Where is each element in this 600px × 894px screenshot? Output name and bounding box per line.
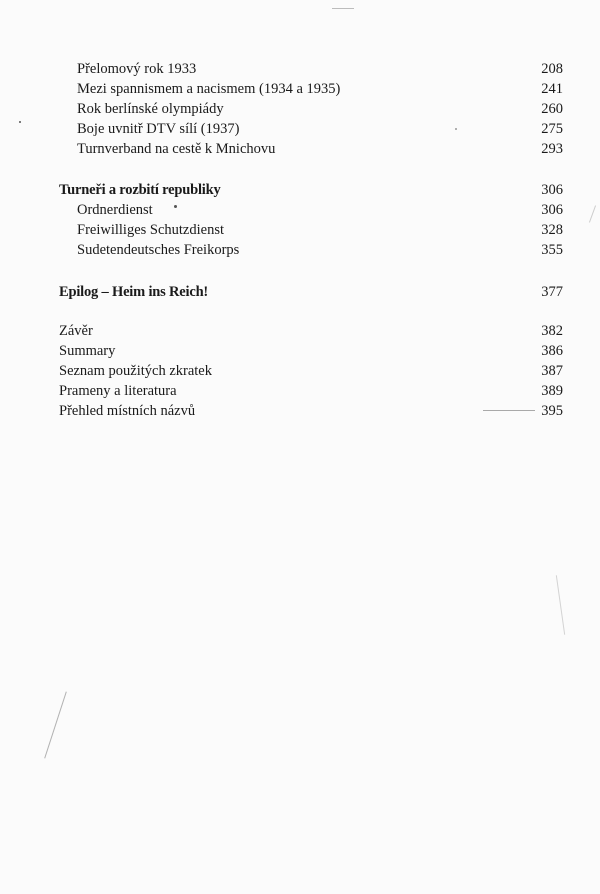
toc-entry [0, 381, 600, 401]
toc-entry-title: Ordnerdienst [77, 202, 153, 218]
toc-heading-title: Epilog – Heim ins Reich! [59, 284, 209, 300]
toc-entry-title: Prameny a literatura [59, 383, 177, 399]
toc-entry [0, 139, 600, 159]
toc-entry-page: 328 [541, 222, 563, 238]
toc-entry-page: 387 [541, 363, 563, 379]
toc-entry-title: Závěr [59, 323, 93, 339]
toc-entry [0, 99, 600, 119]
toc-entry [0, 361, 600, 381]
scan-speck [19, 121, 21, 123]
toc-entry [0, 401, 600, 421]
toc-heading-title: Turneři a rozbití republiky [59, 182, 221, 198]
toc-group-chapters [0, 59, 600, 159]
toc-entry-title: Přehled místních názvů [59, 403, 196, 419]
scan-line [44, 692, 67, 759]
scan-line [556, 575, 565, 635]
toc-entry [0, 341, 600, 361]
toc-entry-page: 275 [541, 121, 563, 137]
toc-entry-page: 293 [541, 141, 563, 157]
toc-entry-title: Summary [59, 343, 116, 359]
scan-speck [174, 205, 177, 208]
toc-entry-title: Boje uvnitř DTV sílí (1937) [77, 121, 240, 137]
toc-entry-page: 241 [541, 81, 563, 97]
toc-entry [0, 220, 600, 240]
toc-entry [0, 240, 600, 260]
toc-entry [0, 59, 600, 79]
toc-group-backmatter [0, 321, 600, 421]
toc-entry [0, 79, 600, 99]
toc-entry-title: Freiwilliges Schutzdienst [77, 222, 224, 238]
toc-entry-page: 306 [541, 202, 563, 218]
scan-speck [455, 128, 457, 130]
toc-entry-page: 355 [541, 242, 563, 258]
toc-entry-title: Rok berlínské olympiády [77, 101, 224, 117]
toc-entry-title: Přelomový rok 1933 [77, 61, 197, 77]
toc-entry [0, 119, 600, 139]
toc-entry-page: 386 [541, 343, 563, 359]
scan-line [483, 410, 535, 411]
toc-entry-page: 389 [541, 383, 563, 399]
scan-line [332, 8, 354, 9]
toc-entry-title: Sudetendeutsches Freikorps [77, 242, 240, 258]
toc-entry-page: 395 [541, 403, 563, 419]
toc-section-heading [0, 282, 600, 302]
toc-section-heading [0, 180, 600, 200]
toc-entry-page: 260 [541, 101, 563, 117]
toc-heading-page: 306 [541, 182, 563, 198]
toc-entry-title: Turnverband na cestě k Mnichovu [77, 141, 276, 157]
toc-group-turneri [0, 180, 600, 260]
toc-entry-page: 208 [541, 61, 563, 77]
toc-group-epilog [0, 282, 600, 302]
toc-entry-title: Mezi spannismem a nacismem (1934 a 1935) [77, 81, 341, 97]
toc-entry [0, 200, 600, 220]
toc-entry [0, 321, 600, 341]
toc-entry-title: Seznam použitých zkratek [59, 363, 212, 379]
toc-heading-page: 377 [541, 284, 563, 300]
toc-entry-page: 382 [541, 323, 563, 339]
